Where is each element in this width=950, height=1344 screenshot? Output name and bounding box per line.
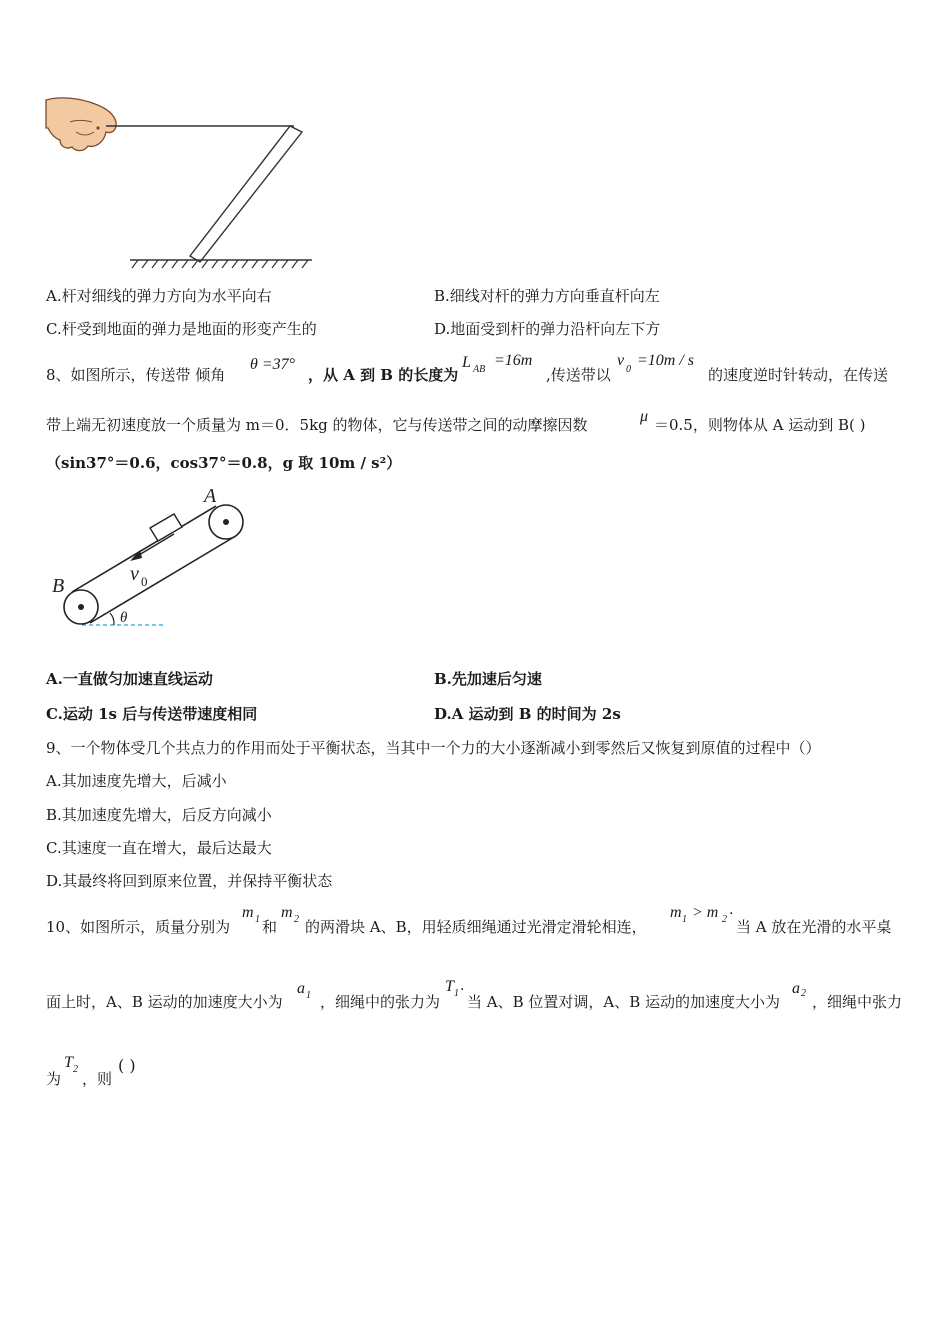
q10-a1-var: a xyxy=(297,980,305,997)
q9-option-c: C.其速度一直在增大，最后达最大 xyxy=(46,839,272,857)
q10-ineq-gt: > m xyxy=(692,904,719,921)
q7-option-c: C.杆受到地面的弹力是地面的形变产生的 xyxy=(46,320,317,338)
q8-option-b: B.先加速后匀速 xyxy=(434,670,542,688)
q9-option-b: B.其加速度先增大，后反方向减小 xyxy=(46,806,272,824)
q10-a2 xyxy=(792,980,812,1008)
q8-stem-line1 xyxy=(46,364,225,385)
q10-ineq-dot: · xyxy=(729,906,734,922)
q10-answer-paren: ( ) xyxy=(118,1056,136,1075)
q8-text-4: 的速度逆时针转动，在传送 xyxy=(708,366,889,384)
conveyor-figure xyxy=(46,482,266,642)
q10-T1-var: T xyxy=(445,978,454,995)
q10-text-8: 为 xyxy=(46,1070,62,1088)
q8-theta-formula: θ =37° xyxy=(250,356,296,373)
q10-ineq-m1: m xyxy=(670,904,682,921)
q10-m2-sub: 2 xyxy=(294,914,299,925)
q10-text-3: 当 A 放在光滑的水平桌 xyxy=(736,918,892,936)
q10-m1-sub: 1 xyxy=(255,914,260,925)
q10-ineq-s2: 2 xyxy=(722,914,727,925)
q8-text-3: ,传送带以 xyxy=(546,366,611,384)
q10-m1-var: m xyxy=(242,904,254,921)
q8-option-d: D.A 运动到 B 的时间为 2s xyxy=(434,705,621,723)
q9-option-d: D.其最终将回到原来位置，并保持平衡状态 xyxy=(46,872,333,890)
q10-text-2: 的两滑块 A、B，用轻质细绳通过光滑定滑轮相连， xyxy=(305,918,647,936)
q10-T1 xyxy=(445,978,469,1006)
q10-m2 xyxy=(281,904,301,932)
belt-bottom-edge xyxy=(90,537,234,623)
q7-option-d: D.地面受到杆的弹力沿杆向左下方 xyxy=(434,320,661,338)
q10-a2-var: a xyxy=(792,980,800,997)
q10-T2-sub: 2 xyxy=(73,1064,78,1075)
q8-stem-line2b: ＝0.5，则物体从 A 运动到 B( ) xyxy=(654,416,866,434)
label-theta: θ xyxy=(120,610,128,626)
q10-text-9: ，则 xyxy=(82,1070,113,1088)
hand-icon xyxy=(46,98,116,151)
q8-text-2: ，从 A 到 B 的长度为 xyxy=(308,366,459,384)
q10-T2 xyxy=(64,1054,84,1082)
q8-v0-v: v xyxy=(617,352,625,369)
q10-a1 xyxy=(297,980,317,1008)
q8-stem-line2a: 带上端无初速度放一个质量为 m＝0．5kg 的物体，它与传送带之间的动摩擦因数 xyxy=(46,416,588,434)
q10-a1-sub: 1 xyxy=(306,990,311,1001)
q10-and: 和 xyxy=(262,918,278,936)
q10-T1-dot: · xyxy=(460,982,465,998)
label-a: A xyxy=(204,485,217,507)
q10-text-5: ，细绳中的张力为 xyxy=(320,993,441,1011)
q8-v0-formula xyxy=(617,352,707,382)
label-v: v xyxy=(130,563,139,585)
q10-ineq-s1: 1 xyxy=(682,914,687,925)
block xyxy=(150,514,182,541)
q8-v0-sub: 0 xyxy=(626,364,631,375)
q8-stem-line3: （sin37°＝0.6，cos37°＝0.8，g 取 10m / s²） xyxy=(46,454,402,472)
q10-T1-sub: 1 xyxy=(454,988,459,999)
q8-lab-L: L xyxy=(462,354,471,371)
q8-lab-sub: AB xyxy=(473,364,486,375)
q10-text-4: 面上时，A、B 运动的加速度大小为 xyxy=(46,993,283,1011)
q8-lab-val: =16m xyxy=(494,352,533,369)
q10-text-7: ，细绳中张力 xyxy=(812,993,903,1011)
q10-m2-var: m xyxy=(281,904,293,921)
q10-text-6: 当 A、B 位置对调，A、B 运动的加速度大小为 xyxy=(467,993,781,1011)
q8-mu: μ xyxy=(640,408,649,425)
q10-text-1: 10、如图所示，质量分别为 xyxy=(46,918,231,936)
q10-inequality xyxy=(670,904,736,932)
label-b: B xyxy=(52,575,65,597)
rod-hand-figure xyxy=(40,92,330,277)
q8-option-c: C.运动 1s 后与传送带速度相同 xyxy=(46,705,258,723)
q8-lab-formula xyxy=(462,352,544,382)
q7-option-b: B.细线对杆的弹力方向垂直杆向左 xyxy=(434,287,660,305)
q8-text-1: 8、如图所示，传送带 倾角 xyxy=(46,366,226,384)
q10-T2-var: T xyxy=(64,1054,73,1071)
q9-stem: 9、一个物体受几个共点力的作用而处于平衡状态，当其中一个力的大小逐渐减小到零然后又恢复到原值的过程中（） xyxy=(46,739,821,757)
q10-m1 xyxy=(242,904,262,932)
q10-a2-sub: 2 xyxy=(801,988,806,999)
q9-option-a: A.其加速度先增大，后减小 xyxy=(46,772,227,790)
label-v-sub: 0 xyxy=(141,574,148,589)
q8-option-a: A.一直做匀加速直线运动 xyxy=(46,670,213,688)
q8-v0-val: =10m / s xyxy=(637,352,695,369)
q7-option-a: A.杆对细线的弹力方向为水平向右 xyxy=(46,287,272,305)
